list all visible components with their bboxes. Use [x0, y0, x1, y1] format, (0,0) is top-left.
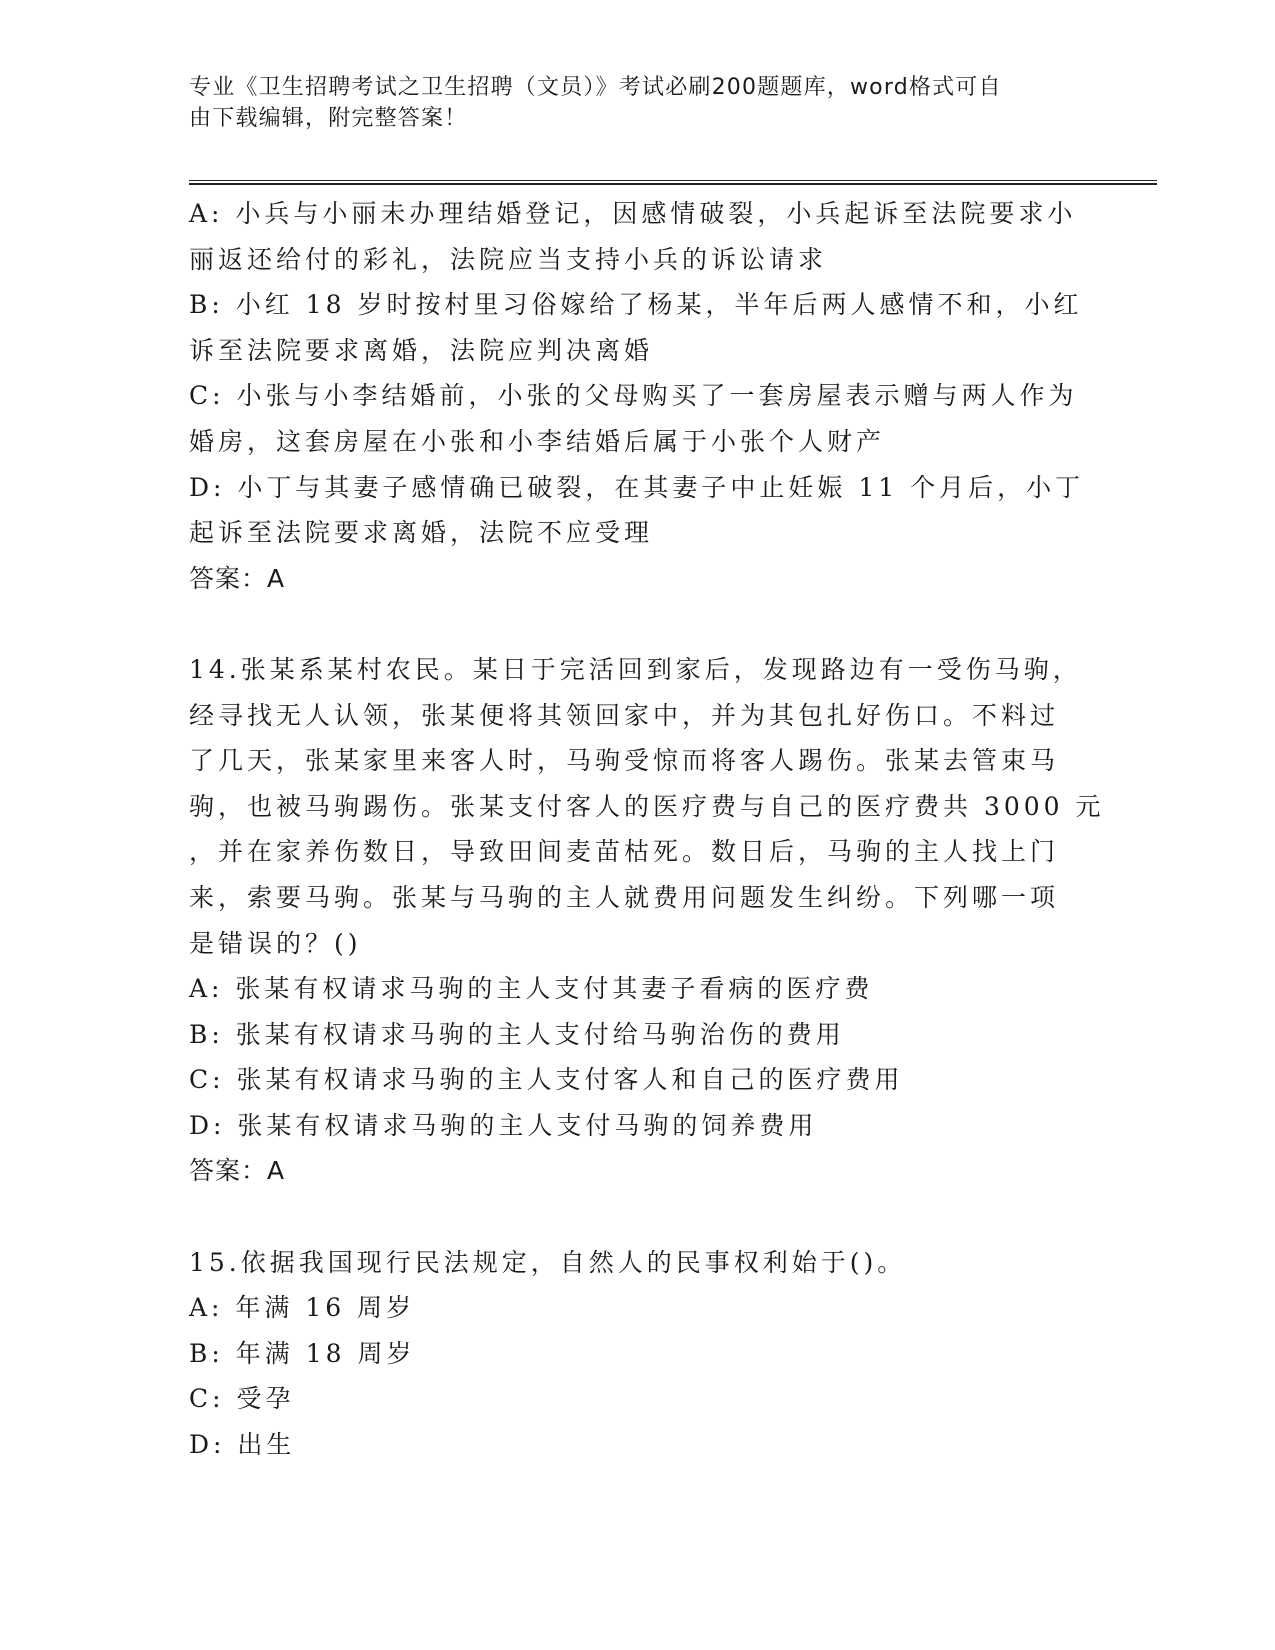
- q15-option-d: D: 出生: [189, 1430, 296, 1460]
- q14-option-b: B: 张某有权请求马驹的主人支付给马驹治伤的费用: [189, 1019, 845, 1049]
- q15-stem: 15.依据我国现行民法规定，自然人的民事权利始于()。: [189, 1247, 907, 1277]
- question-13: [189, 191, 1089, 601]
- option-line: D: 小丁与其妻子感情确已破裂，在其妻子中止妊娠 11 个月后，小丁: [189, 472, 1085, 502]
- header-divider-thick: [189, 183, 1157, 185]
- q13-option-b: [189, 282, 1089, 373]
- spacer: [189, 601, 1089, 647]
- stem-line: ，并在家养伤数日，导致田间麦苗枯死。数日后，马驹的主人找上门: [189, 837, 1060, 867]
- q14-answer: 答案：A: [189, 1156, 286, 1186]
- q14-option-d: D: 张某有权请求马驹的主人支付马驹的饲养费用: [189, 1110, 818, 1140]
- document-header: [189, 72, 1069, 134]
- stem-line: 经寻找无人认领，张某便将其领回家中，并为其包扎好伤口。不料过: [189, 700, 1060, 730]
- q15-option-b: B: 年满 18 周岁: [189, 1338, 416, 1368]
- q13-option-a: [189, 191, 1089, 282]
- document-body: [189, 191, 1105, 1468]
- stem-line: 驹，也被马驹踢伤。张某支付客人的医疗费与自己的医疗费共 3000 元: [189, 791, 1105, 821]
- option-line: 婚房，这套房屋在小张和小李结婚后属于小张个人财产: [189, 426, 886, 456]
- q13-option-d: [189, 465, 1089, 556]
- header-line-1: 专业《卫生招聘考试之卫生招聘（文员）》考试必刷200题题库，word格式可自: [189, 75, 1002, 100]
- q14-option-a: A: 张某有权请求马驹的主人支付其妻子看病的医疗费: [189, 974, 874, 1004]
- header-line-2: 由下载编辑，附完整答案！: [189, 106, 468, 131]
- header-divider-thin: [189, 180, 1157, 181]
- q13-option-c: [189, 373, 1089, 464]
- stem-line: 了几天，张某家里来客人时，马驹受惊而将客人踢伤。张某去管束马: [189, 746, 1060, 776]
- q14-option-c: C: 张某有权请求马驹的主人支付客人和自己的医疗费用: [189, 1065, 904, 1095]
- option-line: A: 小兵与小丽未办理结婚登记，因感情破裂，小兵起诉至法院要求小: [189, 199, 1077, 228]
- option-line: B: 小红 18 岁时按村里习俗嫁给了杨某，半年后两人感情不和，小红: [189, 290, 1083, 320]
- q15-option-c: C: 受孕: [189, 1384, 295, 1414]
- q15-option-a: A: 年满 16 周岁: [189, 1293, 416, 1323]
- q14-stem: [189, 647, 1105, 966]
- stem-line: 来，索要马驹。张某与马驹的主人就费用问题发生纠纷。下列哪一项: [189, 882, 1060, 912]
- spacer: [189, 1194, 1089, 1240]
- option-line: 丽返还给付的彩礼，法院应当支持小兵的诉讼请求: [189, 244, 828, 274]
- q13-answer: 答案：A: [189, 563, 286, 593]
- stem-line: 是错误的？(): [189, 928, 362, 958]
- option-line: 诉至法院要求离婚，法院应判决离婚: [189, 335, 654, 365]
- question-15: [189, 1240, 1089, 1468]
- question-14: [189, 647, 1105, 1194]
- stem-line: 14.张某系某村农民。某日于完活回到家后，发现路边有一受伤马驹，: [189, 654, 1082, 684]
- option-line: 起诉至法院要求离婚，法院不应受理: [189, 518, 654, 548]
- option-line: C: 小张与小李结婚前，小张的父母购买了一套房屋表示赠与两人作为: [189, 381, 1078, 411]
